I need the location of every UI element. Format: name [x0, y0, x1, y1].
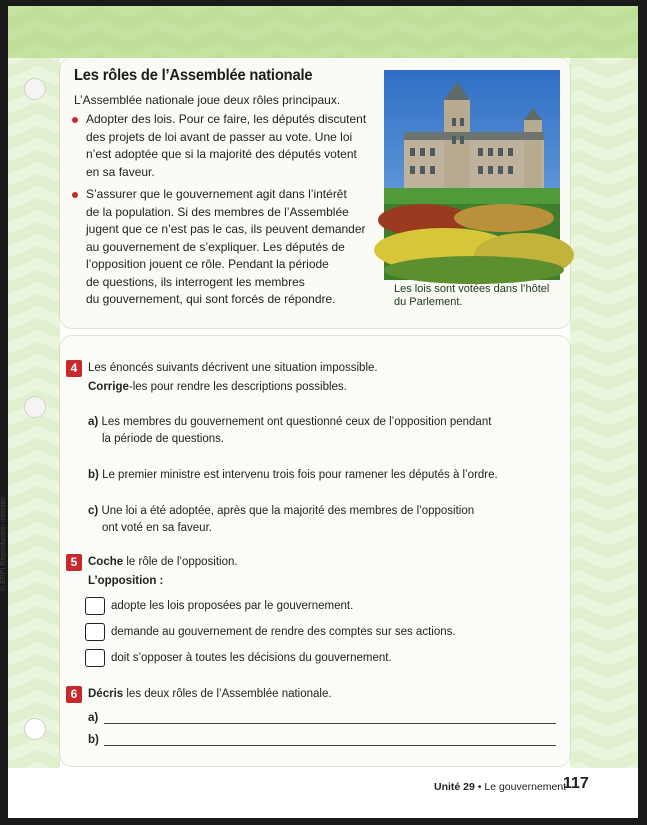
checkbox-option-1[interactable] [85, 597, 105, 615]
bullet-dot [72, 192, 78, 198]
answer-label-b: b) [88, 734, 99, 746]
question-number-4: 4 [66, 360, 82, 377]
question-number-5: 5 [66, 554, 82, 571]
q6-instruction: Décris les deux rôles de l’Assemblée nationale. [88, 688, 332, 700]
page-footer: Unité 29 • Le gouvernement [434, 781, 567, 793]
question-number-6: 6 [66, 686, 82, 703]
binder-hole-top [24, 78, 46, 100]
option-3-label: doit s’opposer à toutes les décisions du gouvernement. [111, 652, 392, 664]
option-2-label: demande au gouvernement de rendre des comptes sur ses actions. [111, 626, 456, 638]
info-title: Les rôles de l’Assemblée nationale [74, 67, 313, 84]
copyright-note: © ERPI Reproduction interdite [0, 497, 7, 591]
q5-subject: L’opposition : [88, 575, 164, 587]
info-bullet-2: S’assurer que le gouvernement agit dans l’intérêt de la population. Si des membres de l’Assemblée jugent que ce n’est pas le cas, ils peuvent demander au gouvernement de s’expliquer. Les députés de l’opposition jouent ce rôle. Pendant la période de questions, ils interrogent les membres du gouvernement, qui sont forcés de répondre. [74, 186, 364, 309]
photo-caption: Les lois sont votées dans l’hôtel du Parlement. [394, 283, 550, 308]
answer-label-a: a) [88, 712, 99, 724]
answer-line-a[interactable] [104, 723, 556, 724]
checkbox-option-2[interactable] [85, 623, 105, 641]
parliament-photo [384, 70, 560, 280]
q4-item-c: c) Une loi a été adoptée, après que la majorité des membres de l’opposition ont voté en sa faveur. [88, 505, 475, 534]
info-intro: L’Assemblée nationale joue deux rôles principaux. [74, 93, 341, 107]
checkbox-option-3[interactable] [85, 649, 105, 667]
workbook-page [0, 6, 638, 818]
answer-line-b[interactable] [104, 745, 556, 746]
binder-hole-bottom [24, 718, 46, 740]
q5-instruction: Coche le rôle de l’opposition. [88, 556, 238, 568]
page-number: 117 [563, 775, 589, 792]
q4-statement: Les énoncés suivants décrivent une situation impossible. [88, 362, 378, 374]
binder-hole-middle [24, 396, 46, 418]
option-1-label: adopte les lois proposées par le gouvernement. [111, 600, 354, 612]
q4-instruction: Corrige-les pour rendre les descriptions possibles. [88, 381, 347, 393]
bullet-dot [72, 117, 78, 123]
info-bullet-1: Adopter des lois. Pour ce faire, les députés discutent des projets de loi avant de passer au vote. Une loi n’est adoptée que si la majorité des députés votent en sa faveur. [74, 111, 364, 181]
q4-item-b: b) Le premier ministre est intervenu trois fois pour ramener les députés à l’ordre. [88, 469, 498, 481]
q4-item-a: a) Les membres du gouvernement ont questionné ceux de l’opposition pendant la période de questions. [88, 416, 492, 445]
